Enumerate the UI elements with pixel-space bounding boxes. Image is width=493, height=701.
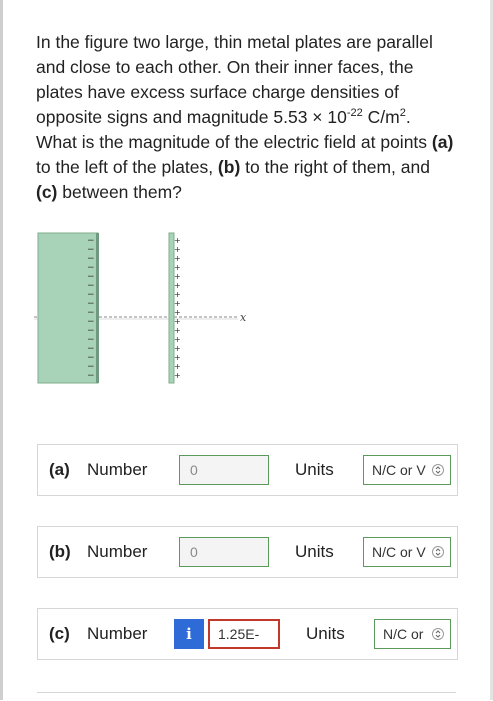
negative-charge-sign: − [87,299,95,309]
positive-charge-sign: + [174,263,181,272]
negative-charge-sign: − [87,236,95,246]
positive-charge-sign: + [174,236,181,245]
positive-charge-sign: + [174,371,181,380]
select-chevron-icon [432,628,444,640]
negative-charge-sign: − [87,335,95,345]
negative-charge-sign: − [87,308,95,318]
parallel-plates-figure [30,228,260,388]
negative-charge-sign: − [87,344,95,354]
x-axis-label: x [240,311,247,324]
units-label-b: Units [295,542,334,561]
number-input-b[interactable]: 0 [179,537,269,567]
answer-row-a [37,444,458,496]
part-label-c: (c) [49,624,70,643]
number-input-c[interactable]: 1.25E- [208,619,280,649]
negative-charge-sign: − [87,317,95,327]
window-frame-left [0,0,3,700]
number-label-c: Number [87,624,148,643]
units-label-c: Units [306,624,345,643]
negative-charge-sign: − [87,272,95,282]
part-label-b: (b) [49,542,71,561]
positive-charge-sign: + [174,326,181,335]
positive-charge-sign: + [174,299,181,308]
units-select-c[interactable]: N/C or [374,619,451,649]
select-chevron-icon [432,464,444,476]
units-select-a[interactable]: N/C or V [363,455,451,485]
left-plate-face [96,233,99,383]
positive-charge-sign: + [174,317,181,326]
positive-charge-sign: + [174,335,181,344]
positive-charge-sign: + [174,281,181,290]
negative-charge-sign: − [87,281,95,291]
positive-charge-sign: + [174,344,181,353]
units-label-a: Units [295,460,334,479]
number-label-a: Number [87,460,148,479]
negative-charge-sign: − [87,362,95,372]
negative-charge-sign: − [87,263,95,273]
negative-charge-sign: − [87,353,95,363]
negative-charge-sign: − [87,371,95,381]
question-text: In the figure two large, thin metal plates are parallel and close to each other. On their inner faces, the plates have excess surface charge densities of opposite signs and magnitude $5.53 \times 10^{-22}$ $C/m^2$. What is the magnitude of the electric field at points (a) to the left of the plates, (b) to the right of them, and (c) between them? [36,32,454,202]
answer-row-b [37,526,458,578]
part-label-a: (a) [49,460,70,479]
negative-charge-sign: − [87,254,95,264]
negative-charge-sign: − [87,326,95,336]
positive-charge-sign: + [174,254,181,263]
negative-charge-sign: − [87,245,95,255]
positive-charge-sign: + [174,245,181,254]
positive-charge-sign: + [174,353,181,362]
positive-charge-sign: + [174,272,181,281]
number-label-b: Number [87,542,148,561]
number-input-a[interactable]: 0 [179,455,269,485]
positive-charge-sign: + [174,290,181,299]
negative-charge-sign: − [87,290,95,300]
select-chevron-icon [432,546,444,558]
units-select-b[interactable]: N/C or V [363,537,451,567]
info-icon[interactable]: i [174,619,204,649]
answer-row-c [37,608,458,660]
positive-charge-sign: + [174,308,181,317]
positive-charge-sign: + [174,362,181,371]
